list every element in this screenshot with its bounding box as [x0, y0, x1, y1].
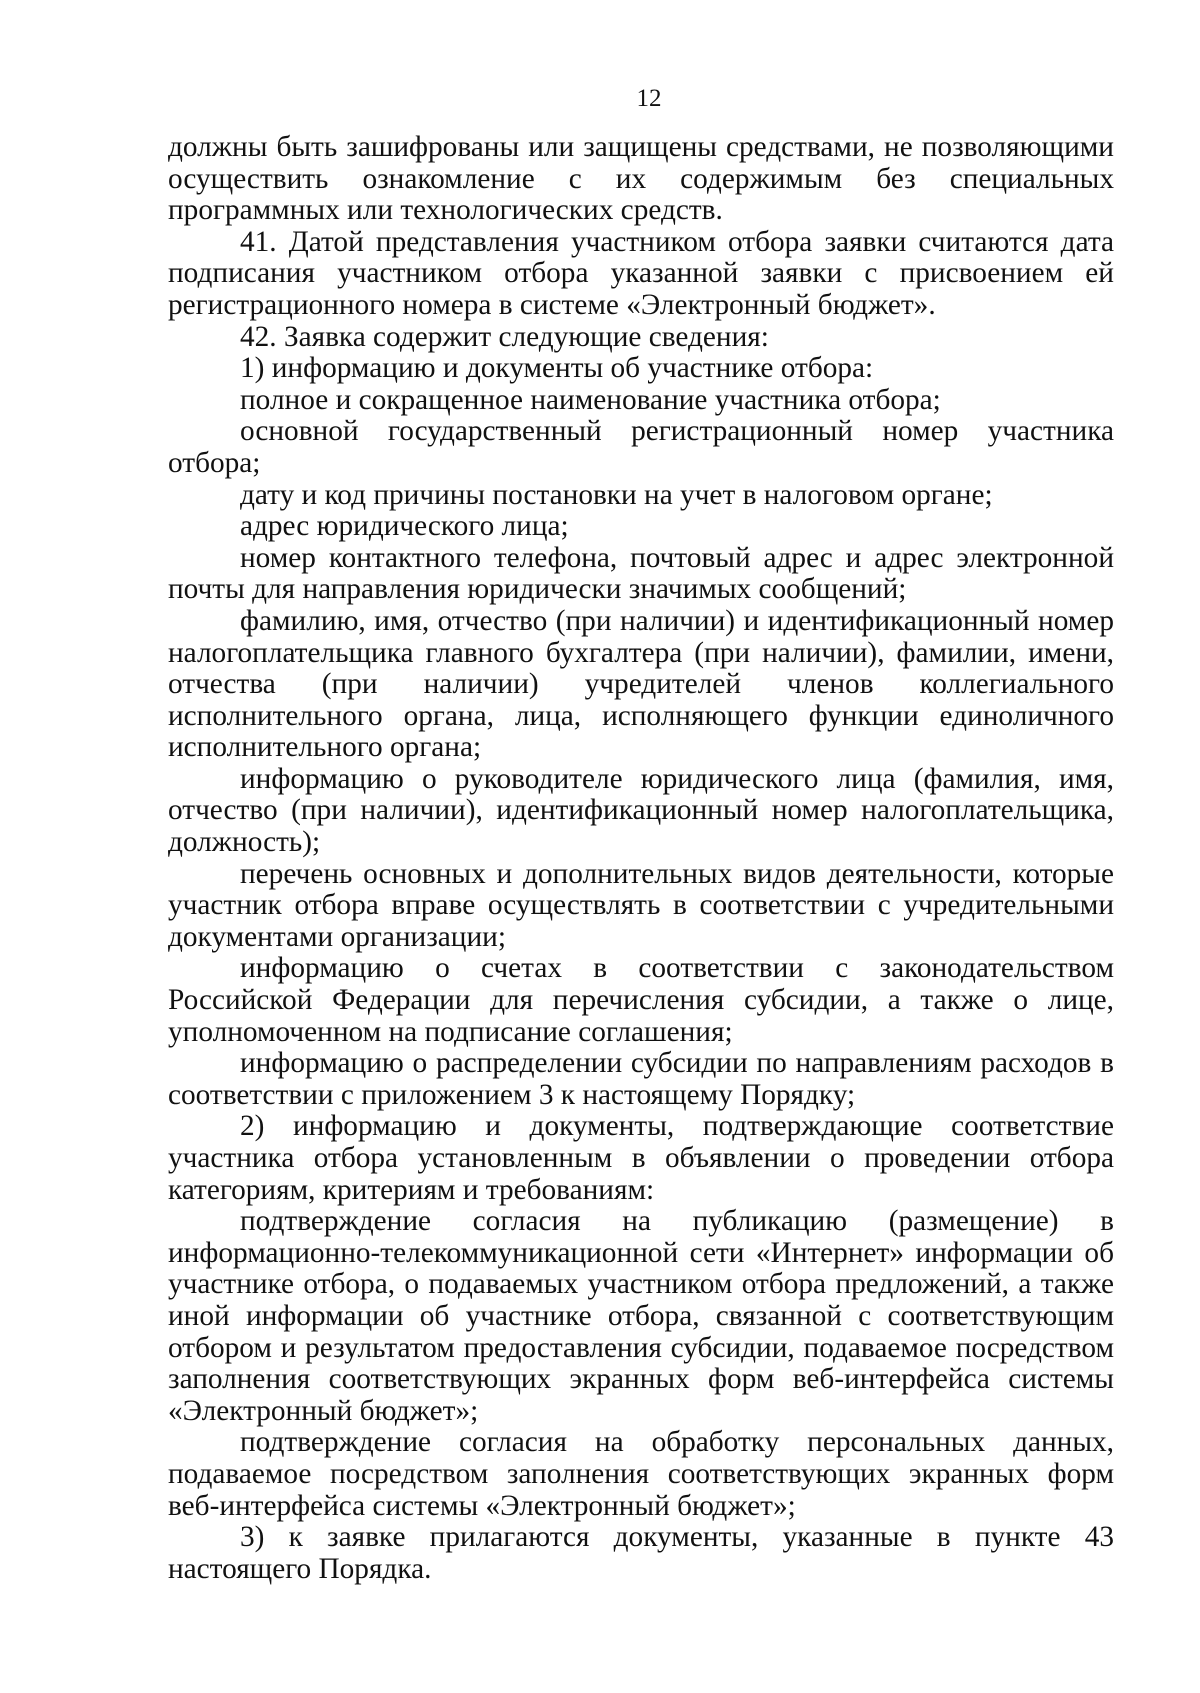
- paragraph-42: 42. Заявка содержит следующие сведения:: [240, 320, 769, 353]
- paragraph-continuation: должны быть зашифрованы или защищены средствами, не позволяющими осуществить ознакомление с их содержимым без специальных программных или технологических средств.: [168, 131, 1114, 227]
- document-body: [168, 132, 1114, 1585]
- list-item-2: 2) информацию и документы, подтверждающие соответствие участника отбора установленным в объявлении о проведении отбора категориям, критериям и требованиям:: [168, 1110, 1114, 1206]
- list-subitem: основной государственный регистрационный номер участника отбора;: [168, 415, 1114, 479]
- list-item-3: 3) к заявке прилагаются документы, указанные в пункте 43 настоящего Порядка.: [168, 1521, 1114, 1585]
- list-subitem: адрес юридического лица;: [240, 510, 569, 543]
- list-item-1: 1) информацию и документы об участнике отбора:: [240, 352, 874, 385]
- paragraph-41: 41. Датой представления участником отбора заявки считаются дата подписания участником отбора указанной заявки с присвоением ей регистрационного номера в системе «Электронный бюджет».: [168, 225, 1114, 321]
- page-number: 12: [636, 85, 662, 112]
- list-subitem: полное и сокращенное наименование участника отбора;: [240, 383, 941, 416]
- list-subitem: подтверждение согласия на публикацию (размещение) в информационно-телекоммуникационной сети «Интернет» информации об участнике отбора, о подаваемых участником отбора предложений, а также иной информации об участнике отбора, связанной с соответствующим отбором и результатом предоставления субсидии, подаваемое посредством заполнения соответствующих экранных форм веб-интерфейса системы «Электронный бюджет»;: [168, 1205, 1114, 1427]
- list-subitem: информацию о счетах в соответствии с законодательством Российской Федерации для перечисления субсидии, а также о лице, уполномоченном на подписание соглашения;: [168, 952, 1114, 1048]
- list-subitem: перечень основных и дополнительных видов деятельности, которые участник отбора вправе осуществлять в соответствии с учредительными документами организации;: [168, 857, 1114, 953]
- list-subitem: фамилию, имя, отчество (при наличии) и идентификационный номер налогоплательщика главного бухгалтера (при наличии), фамилии, имени, отчества (при наличии) учредителей членов коллегиального исполнительного органа, лица, исполняющего функции единоличного исполнительного органа;: [168, 604, 1114, 764]
- list-subitem: дату и код причины постановки на учет в налоговом органе;: [240, 478, 993, 511]
- list-subitem: номер контактного телефона, почтовый адрес и адрес электронной почты для направления юридически значимых сообщений;: [168, 541, 1114, 606]
- list-subitem: информацию о руководителе юридического лица (фамилия, имя, отчество (при наличии), идентификационный номер налогоплательщика, должность);: [168, 762, 1114, 859]
- list-subitem: подтверждение согласия на обработку персональных данных, подаваемое посредством заполнения соответствующих экранных форм веб-интерфейса системы «Электронный бюджет»;: [168, 1426, 1114, 1522]
- list-subitem: информацию о распределении субсидии по направлениям расходов в соответствии с приложением 3 к настоящему Порядку;: [168, 1047, 1114, 1111]
